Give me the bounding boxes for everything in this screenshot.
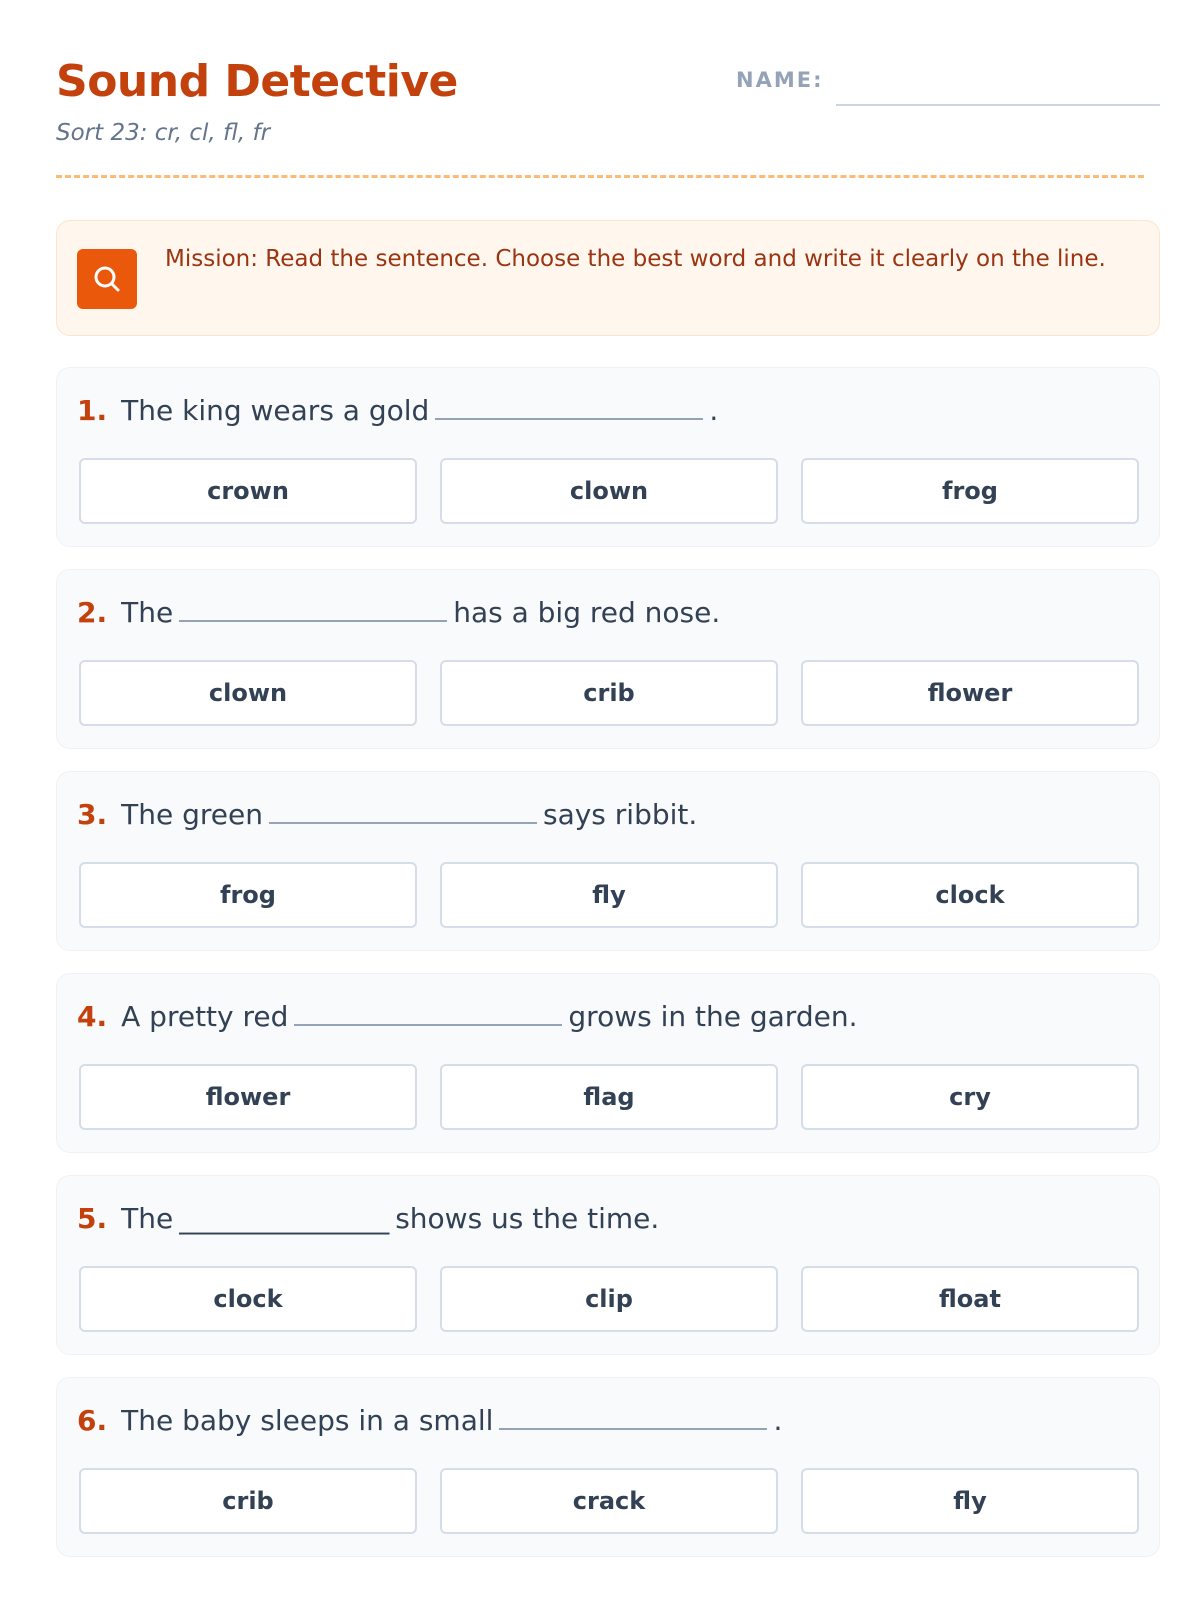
word-choices [79,660,1139,726]
word-choice-button[interactable]: clock [801,862,1139,928]
word-choice-button[interactable]: frog [801,458,1139,524]
sentence-after: . [773,1404,783,1437]
question-sentence [77,596,720,629]
answer-blank[interactable] [179,620,447,622]
word-choices [79,862,1139,928]
word-choice-button[interactable]: crib [79,1468,417,1534]
answer-blank[interactable] [435,418,703,420]
word-choice-button[interactable]: clock [79,1266,417,1332]
question-number: 1. [77,394,108,427]
sentence-before: The king wears a gold [121,394,430,427]
word-choice-button[interactable]: clip [440,1266,778,1332]
word-choices [79,1064,1139,1130]
word-choice-button[interactable]: flower [79,1064,417,1130]
name-field-line[interactable] [836,104,1160,106]
sentence-before: The [121,596,174,629]
word-choice-button[interactable]: float [801,1266,1139,1332]
sentence-before: The [121,1202,174,1235]
word-choice-button[interactable]: frog [79,862,417,928]
question-sentence [77,1000,857,1033]
question-card [56,569,1160,749]
question-card [56,367,1160,547]
page-subtitle: Sort 23: cr, cl, fl, fr [56,120,271,146]
sentence-after: . [709,394,719,427]
question-card [56,771,1160,951]
word-choice-button[interactable]: cry [801,1064,1139,1130]
question-number: 6. [77,1404,108,1437]
answer-blank[interactable] [499,1428,767,1430]
question-number: 2. [77,596,108,629]
word-choice-button[interactable]: fly [440,862,778,928]
word-choice-button[interactable]: fly [801,1468,1139,1534]
word-choice-button[interactable]: clown [79,660,417,726]
sentence-after: has a big red nose. [453,596,721,629]
page-title: Sound Detective [56,56,458,107]
answer-blank[interactable] [269,822,537,824]
sentence-before: The green [121,798,263,831]
question-number: 3. [77,798,108,831]
word-choice-button[interactable]: clown [440,458,778,524]
question-sentence [77,1404,782,1437]
question-number: 4. [77,1000,108,1033]
sentence-after: says ribbit. [542,798,698,831]
sentence-after: grows in the garden. [568,1000,858,1033]
mission-box [56,220,1160,336]
question-number: 5. [77,1202,108,1235]
question-sentence [77,394,718,427]
question-sentence [77,798,697,831]
mission-text: Mission: Read the sentence. Choose the best word and write it clearly on the line. [165,246,1106,272]
question-sentence [77,1202,659,1235]
word-choice-button[interactable]: crack [440,1468,778,1534]
name-label: NAME: [736,68,824,92]
word-choice-button[interactable]: flower [801,660,1139,726]
word-choices [79,1266,1139,1332]
search-icon [77,249,137,309]
answer-blank[interactable] [294,1024,562,1026]
question-card [56,1377,1160,1557]
answer-blank[interactable]: _______________ [179,1202,390,1235]
sentence-after: shows us the time. [395,1202,660,1235]
worksheet-header [56,0,1144,178]
word-choice-button[interactable]: crown [79,458,417,524]
question-card [56,973,1160,1153]
word-choice-button[interactable]: crib [440,660,778,726]
word-choices [79,1468,1139,1534]
word-choices [79,458,1139,524]
sentence-before: A pretty red [121,1000,289,1033]
sentence-before: The baby sleeps in a small [121,1404,494,1437]
word-choice-button[interactable]: flag [440,1064,778,1130]
question-card [56,1175,1160,1355]
